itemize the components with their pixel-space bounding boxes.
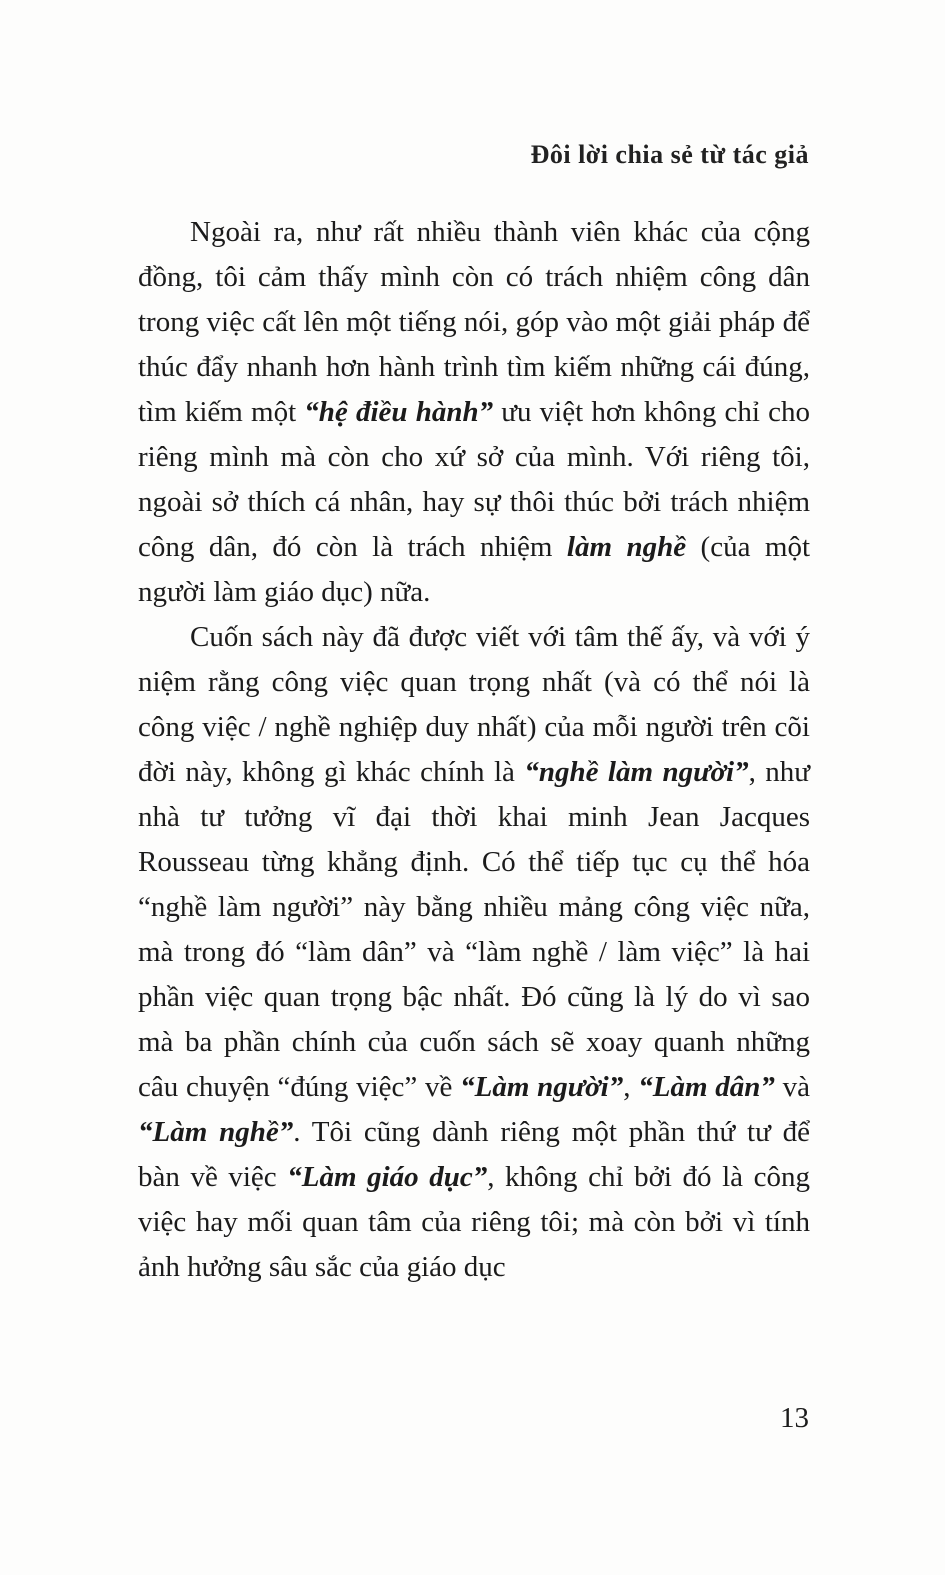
text-segment: Cuốn sách này đã được viết với tâm thế ấy, và với ý niệm rằng công việc quan trọng nhất (và có thể nói là công việc / nghề nghiệp duy nhất) của mỗi người trên cõi đời này, không gì khác chính là xyxy=(138,621,810,788)
running-header: Đôi lời chia sẻ từ tác giả xyxy=(530,140,809,169)
text-segment: “Làm giáo dục” xyxy=(287,1161,488,1193)
text-segment: , xyxy=(623,1071,639,1103)
text-segment: ưu việt hơn không chỉ cho riêng mình mà còn cho xứ sở của mình. Với riêng tôi, ngoài sở thích cá nhân, hay sự thôi thúc bởi trách nhiệm công dân, đó còn là trách nhiệm xyxy=(138,396,810,563)
page-content xyxy=(138,210,810,1290)
text-segment: , như nhà tư tưởng vĩ đại thời khai minh Jean Jacques Rousseau từng khẳng định. Có thể tiếp tục cụ thể hóa “nghề làm người” này bằng nhiều mảng công việc nữa, mà trong đó “làm dân” và “làm nghề / làm việc” là hai phần việc quan trọng bậc nhất. Đó cũng là lý do vì sao mà ba phần chính của cuốn sách sẽ xoay quanh những câu chuyện “đúng việc” về xyxy=(138,756,810,1103)
text-segment: “hệ điều hành” xyxy=(304,396,494,428)
text-segment: Ngoài ra, như rất nhiều thành viên khác của cộng đồng, tôi cảm thấy mình còn có trách nhiệm công dân trong việc cất lên một tiếng nói, góp vào một giải pháp để thúc đẩy nhanh hơn hành trình tìm kiếm những cái đúng, tìm kiếm một xyxy=(138,216,810,428)
text-segment: , không chỉ bởi đó là công việc hay mối quan tâm của riêng tôi; mà còn bởi vì tính ảnh hưởng sâu sắc của giáo dục xyxy=(138,1161,810,1283)
text-segment: “nghề làm người” xyxy=(524,756,749,788)
page-number: 13 xyxy=(780,1402,809,1434)
paragraph xyxy=(138,210,810,615)
text-segment: “Làm nghề” xyxy=(138,1116,294,1148)
text-segment: làm nghề xyxy=(566,531,687,563)
text-segment: . Tôi cũng dành riêng một phần thứ tư để bàn về việc xyxy=(138,1116,811,1193)
text-segment: và xyxy=(774,1071,811,1103)
text-segment: “Làm người” xyxy=(460,1071,624,1103)
text-segment: (của một người làm giáo dục) nữa. xyxy=(138,531,811,608)
text-segment: “Làm dân” xyxy=(638,1071,775,1103)
paragraph xyxy=(138,615,810,1290)
